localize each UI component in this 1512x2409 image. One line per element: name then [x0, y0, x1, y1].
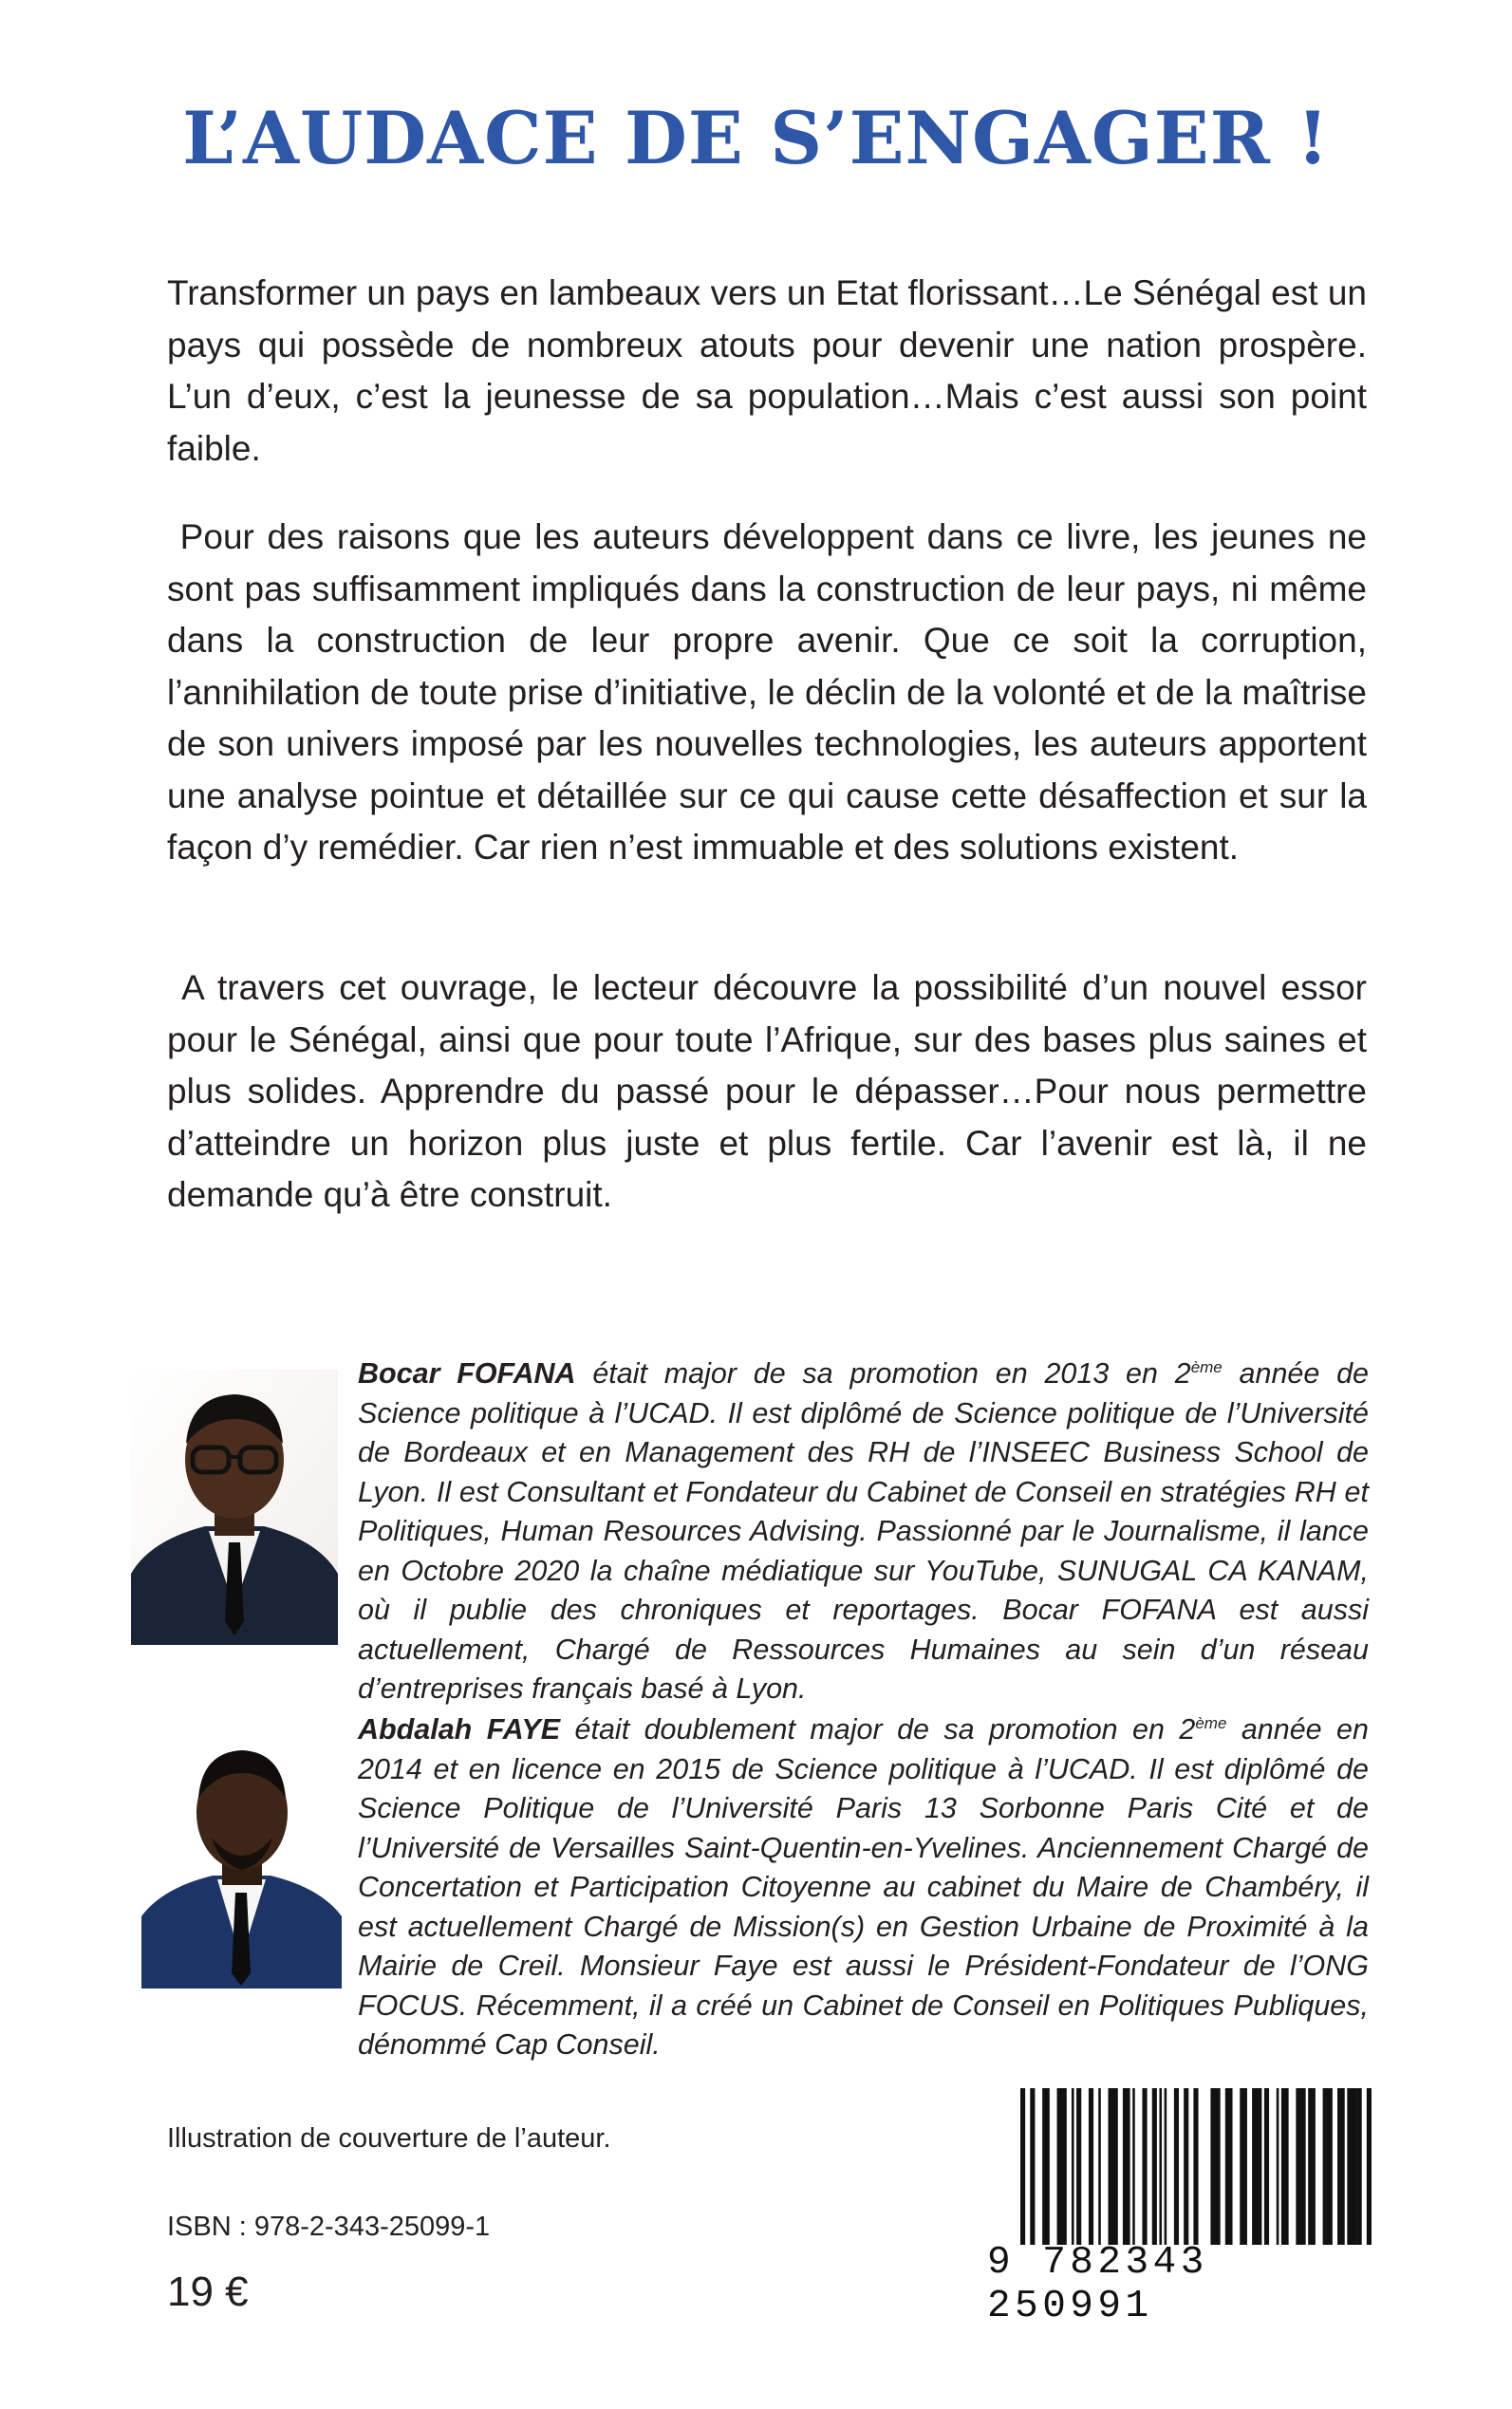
barcode-bar [1252, 2088, 1261, 2245]
barcode-bar [1347, 2088, 1356, 2245]
author-bio-text: était major de sa promotion en 2013 en 2 [575, 1357, 1191, 1390]
barcode-bar [1337, 2088, 1345, 2245]
barcode-bar [1281, 2088, 1289, 2245]
barcode-bar [1020, 2088, 1025, 2245]
isbn-label: ISBN : 978-2-343-25099-1 [167, 2212, 491, 2242]
author-bio-abdalah-faye [358, 1710, 1369, 2065]
author-bio-text: année de Science politique à l’UCAD. Il est diplômé de Science politique de l’Université de Bordeaux et en Management des RH de l’INSEEC Business School de Lyon. Il est Consultant et Fondateur du Cabinet de Conseil en stratégies RH et Politiques, Human Resources Advising. Passionné par le Journalisme, il lance en Octobre 2020 la chaîne médiatique sur YouTube, SUNUGAL CA KANAM, où il publie des chroniques et reportages. Bocar FOFANA est aussi actuellement, Chargé de Ressources Humaines au sein d’un réseau d’entreprises français basé à Lyon. [358, 1357, 1370, 1705]
author-bio-text: année en 2014 et en licence en 2015 de Science politique à l’UCAD. Il est diplômé de Science Politique de l’Université Paris 13 Sorbonne Paris Cité et de l’Université de Versailles Saint-Quentin-en-Yvelines. Anciennement Chargé de Concertation et Participation Citoyenne au cabinet du Maire de Chambéry, il est actuellement Chargé de Mission(s) en Gestion Urbaine de Proximité à la Mairie de Creil. Monsieur Faye est aussi le Président-Fondateur de l’ONG FOCUS. Récemment, il a créé un Cabinet de Conseil en Politiques Publiques, dénommé Cap Conseil. [358, 1713, 1369, 2061]
book-title: L’AUDACE DE S’ENGAGER ! [182, 96, 1330, 180]
barcode-bar [1098, 2088, 1101, 2245]
barcode-bar [1367, 2088, 1372, 2245]
barcode-bar [1210, 2088, 1220, 2245]
blurb-paragraph-1: Transformer un pays en lambeaux vers un Etat florissant…Le Sénégal est un pays qui possède de nombreux atouts pour devenir une nation prospère. L’un d’eux, c’est la jeunesse de sa population…Mais c’est aussi son point faible. [167, 273, 1367, 468]
barcode-bar [1193, 2088, 1198, 2245]
barcode-bar [1323, 2088, 1333, 2245]
barcode-bar [1142, 2088, 1147, 2245]
author-name: Abdalah FAYE [358, 1713, 561, 1746]
barcode-bar [1076, 2088, 1081, 2245]
barcode-bar [1057, 2088, 1067, 2245]
blurb-paragraph-3: A travers cet ouvrage, le lecteur découvre la possibilité d’un nouvel essor pour le Sénégal, ainsi que pour toute l’Afrique, sur des bases plus saines et plus solides. Apprendre du passé pour le dépasser…Pour nous permettre d’atteindre un horizon plus juste et plus fertile. Car l’avenir est là, il ne demande qu’à être construit. [167, 968, 1367, 1214]
barcode-bar [1072, 2088, 1074, 2245]
barcode-bar [1240, 2088, 1247, 2245]
barcode-bar [1184, 2088, 1188, 2245]
barcode-bar [1089, 2088, 1093, 2245]
barcode-bar [1159, 2088, 1162, 2245]
barcode-bar [1277, 2088, 1279, 2245]
barcode-bar [1030, 2088, 1035, 2245]
barcode-bar [1308, 2088, 1316, 2245]
barcode-bar [1264, 2088, 1269, 2245]
price: 19 € [167, 2269, 249, 2315]
barcode-bar [1225, 2088, 1233, 2245]
author-bio-text: était doublement major de sa promotion en 2 [560, 1713, 1196, 1746]
ordinal-superscript: ème [1190, 1357, 1223, 1376]
barcode [1020, 2088, 1372, 2245]
author-name: Bocar FOFANA [358, 1357, 576, 1390]
illustration-credit: Illustration de couverture de l’auteur. [167, 2123, 611, 2154]
author-photo-abdalah-faye [141, 1731, 342, 1989]
barcode-bar [1152, 2088, 1157, 2245]
barcode-bar [1042, 2088, 1050, 2245]
barcode-bar [1109, 2088, 1118, 2245]
barcode-number: 9 782343 250991 [987, 2241, 1208, 2328]
barcode-bar [1165, 2088, 1167, 2245]
author-photo-bocar-fofana [131, 1370, 338, 1645]
barcode-bar [1296, 2088, 1305, 2245]
barcode-bar [1357, 2088, 1362, 2245]
barcode-bar [1123, 2088, 1130, 2245]
barcode-bar [1132, 2088, 1135, 2245]
author-bio-bocar-fofana [358, 1354, 1369, 1709]
blurb-paragraph-2: Pour des raisons que les auteurs développent dans ce livre, les jeunes ne sont pas suffisamment impliqués dans la construction de leur pays, ni même dans la construction de leur propre avenir. Que ce soit la corruption, l’annihilation de toute prise d’initiative, le déclin de la volonté et de la maîtrise de son univers imposé par les nouvelles technologies, les auteurs apportent une analyse pointue et détaillée sur ce qui cause cette désaffection et sur la façon d’y remédier. Car rien n’est immuable et des solutions existent. [167, 517, 1367, 867]
ordinal-superscript: ème [1195, 1713, 1227, 1732]
barcode-bar [1174, 2088, 1179, 2245]
